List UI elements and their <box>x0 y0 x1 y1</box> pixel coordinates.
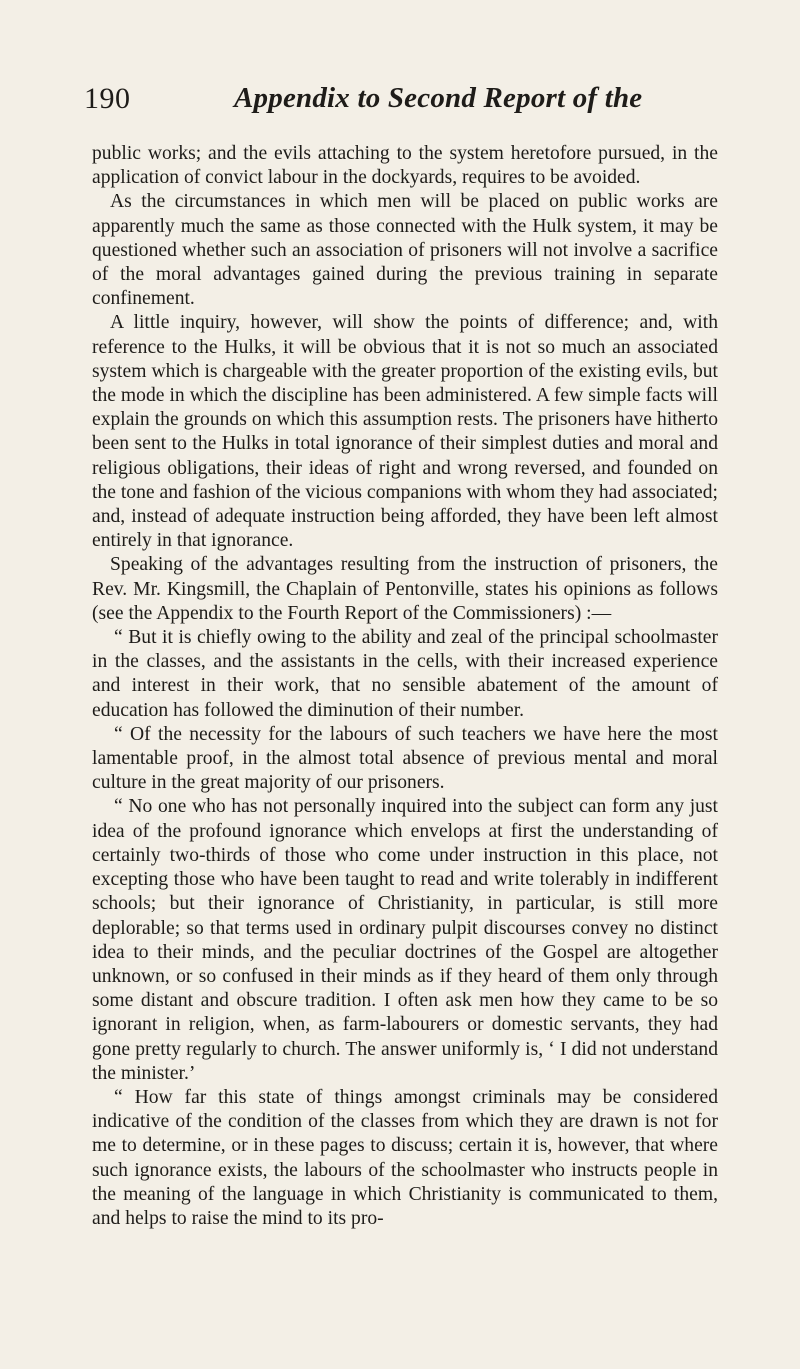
page-header <box>84 82 724 122</box>
paragraph-circumstances: As the circumstances in which men will be placed on public works are apparently much the same as those connected with the Hulk system, it may be questioned whether such an association of prisoners will not involve a sacrifice of the moral advantages gained during the previous training in separate confinement. <box>92 191 718 310</box>
quote-ignorance: “ No one who has not personally inquired into the subject can form any just idea of the profound ignorance which envelops at first the understanding of certainly two-thirds of those who come under instruction in this place, not excepting those who have been taught to read and write tolerably in indifferent schools; but their ignorance of Christianity, in particular, is still more deplorable; so that terms used in ordinary pulpit discourses convey no distinct idea to their minds, and the peculiar doctrines of the Gospel are altogether unknown, or so confused in their minds as if they heard of them only through some distant and obscure tradition. I often ask men how they came to be so ignorant in religion, when, as farm-labourers or domestic servants, they had gone pretty regularly to church. The answer uniformly is, ‘ I did not understand the minister.’ <box>92 796 718 1084</box>
quote-criminals: “ How far this state of things amongst criminals may be considered indicative of the condition of the classes from which they are drawn is not for me to determine, or in these pages to discuss; certain it is, however, that where such ignorance exists, the labours of the schoolmaster who instructs people in the meaning of the language in which Christianity is communicated to them, and helps to raise the mind to its pro- <box>92 1086 718 1229</box>
paragraph-continuation: public works; and the evils attaching to the system heretofore pursued, in the application of convict labour in the dockyards, requires to be avoided. <box>92 143 718 189</box>
body-text <box>92 142 718 1231</box>
page-number: 190 <box>84 82 131 115</box>
paragraph-inquiry: A little inquiry, however, will show the points of difference; and, with reference to the Hulks, it will be obvious that it is not so much an associated system which is chargeable with the greater proportion of the existing evils, but the mode in which the discipline has been administered. A few simple facts will explain the grounds on which this assumption rests. The prisoners have hitherto been sent to the Hulks in total ignorance of their simplest duties and moral and religious obligations, their ideas of right and wrong reversed, and founded on the tone and fashion of the vicious companions with whom they had associated; and, instead of adequate instruction being afforded, they have been left almost entirely in that ignorance. <box>92 312 718 552</box>
quote-necessity: “ Of the necessity for the labours of such teachers we have here the most lamentable proof, in the almost total absence of previous mental and moral culture in the great majority of our prisoners. <box>92 723 718 794</box>
paragraph-kingsmill: Speaking of the advantages resulting from the instruction of prisoners, the Rev. Mr. Kingsmill, the Chaplain of Pentonville, states his opinions as follows (see the Appendix to the Fourth Report of the Commissioners) :— <box>92 554 718 624</box>
quote-schoolmaster: “ But it is chiefly owing to the ability and zeal of the principal schoolmaster in the classes, and the assistants in the cells, with their increased experience and interest in their work, that no sensible abatement of the amount of education has followed the diminution of their number. <box>92 627 718 721</box>
running-title: Appendix to Second Report of the <box>234 82 643 114</box>
